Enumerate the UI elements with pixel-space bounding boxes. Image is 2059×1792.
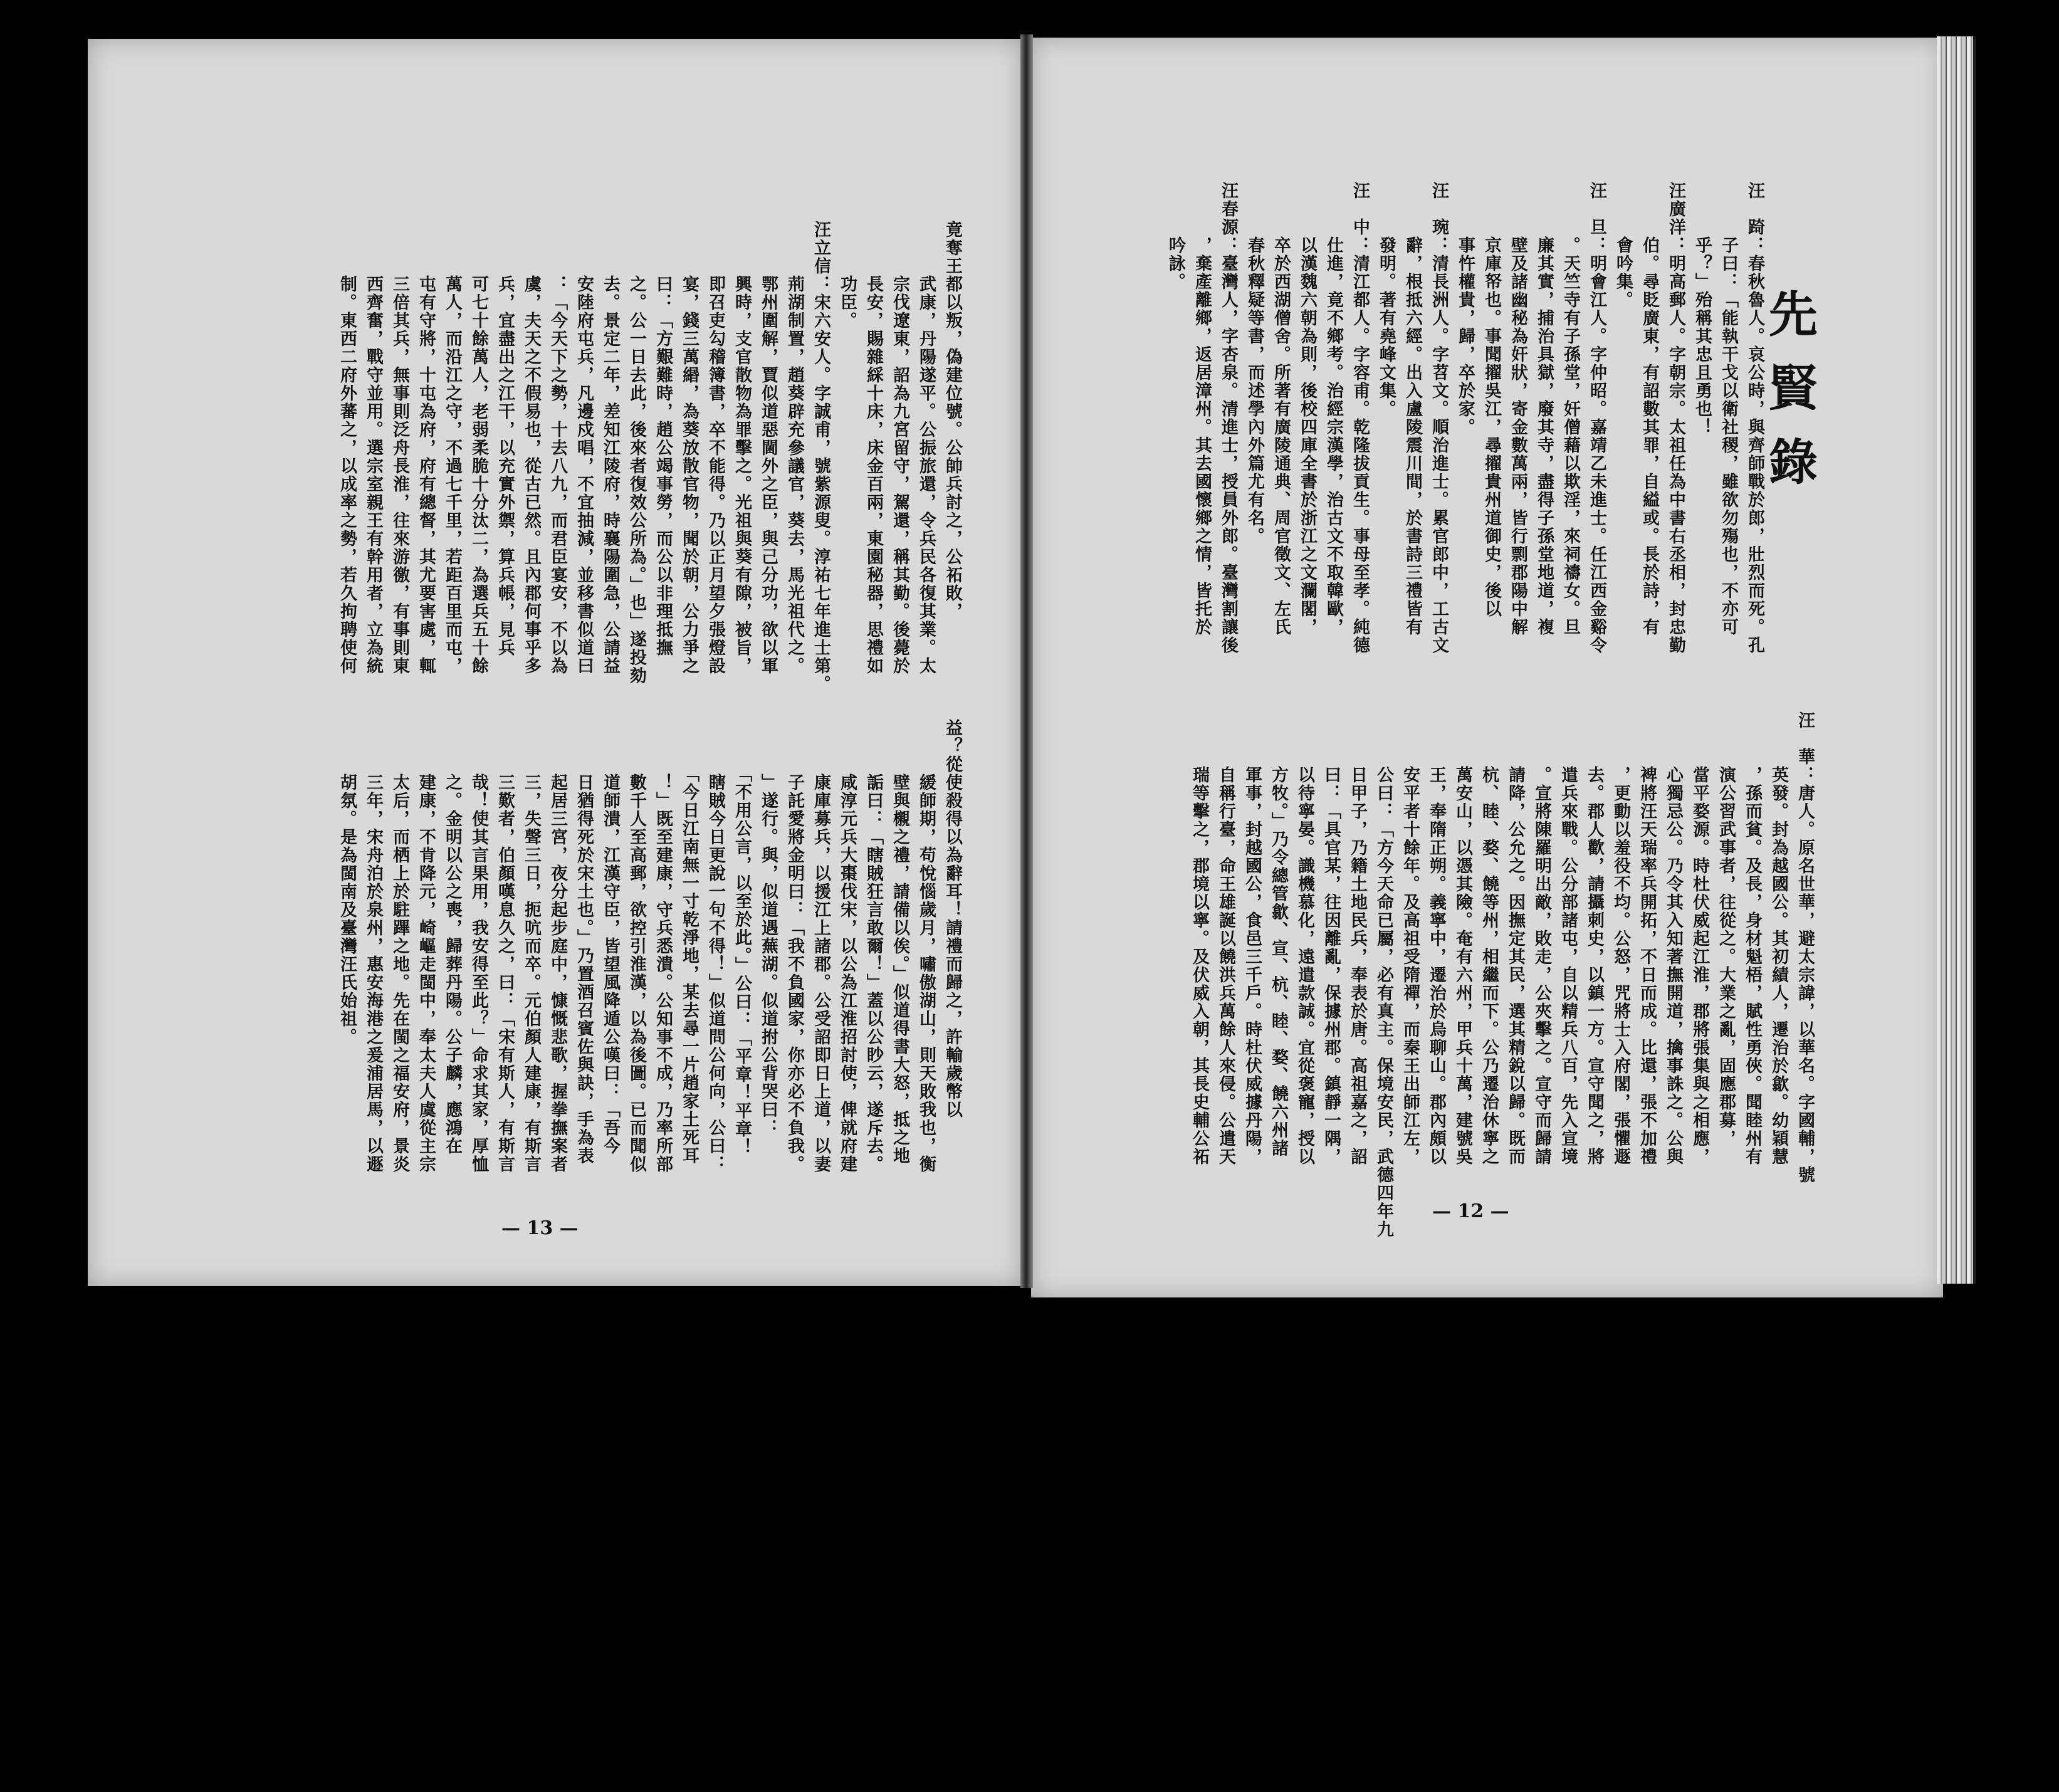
right-page-number: — 12 —	[1432, 1200, 1509, 1222]
right-page-upper-text: 汪 踦：春秋魯人。哀公時，與齊師戰於郎，壯烈而死。孔 子曰：「能執干戈以衛社稷，雖欲勿殤也，不亦可 乎？」殆稱其忠且勇也！ 汪廣洋：明高郵人。字朝宗。太祖任為中書右丞相，封忠勤 伯。尋貶廣東，有詔數其罪，自縊或。長於詩，有 會吟集。 汪 旦：明會江人。字仲昭。嘉靖乙未進士。任江西金谿令 。天竺寺有子孫堂，奸僧藉以欺淫，來祠禱女。旦 廉其實，捕治具獄，廢其寺，盡得子孫堂地道，複 壁及諸幽秘為奸狀，寄金數萬兩，皆行剽郡陽中解 京庫帑也。事聞擢吳江，尋擢貴州道御史，後以 事忤權貴，歸，卒於家。 汪 琬：清長洲人。字苕文。順治進士。累官郎中，工古文 辭，根抵六經。出入盧陵震川間，於書詩三禮皆有 發明。著有堯峰文集。 汪 中：清江都人。字容甫。乾隆拔貢生。事母至孝。純德 仕進，竟不鄉考。治經宗漢學，治古文不取韓歐， 以漢魏六朝為則，後校四庫全書於浙江之文瀾閣， 卒於西湖僧舍。所著有廣陵通典、周官徵文、左氏 春秋釋疑等書，而述學內外篇尤有名。 汪春源：臺灣人，字杏泉。清進士，授員外郎。臺灣割讓後 ，棄產離鄉，返居漳州。其去國懷鄉之情，皆托於 吟詠。	[1166, 182, 1764, 654]
right-page	[1031, 38, 1943, 1297]
left-page-lower-text: 益？從使殺得以為辭耳！請禮而歸之，許輸歲幣以 緩師期，苟悅惱歲月，嘯傲湖山，則天敗我也，衡 壁與櫬之禮，請備以俟。」似道得書大怒，抵之地 詬曰：「瞎賊狂言敢爾！」蓋以公眇云，遂斥去。 咸淳元兵大棗伐宋，以公為江淮招討使，俾就府建 康庫募兵，以援江上諸郡。公受詔即日上道，以妻 子託愛將金明曰：「我不負國家，你亦必不負我。 」遂行。與，似道遇蕪湖。似道拊公背哭曰： 「不用公言，以至於此。」公曰：「平章！平章！ 瞎賊今日更說一句不得！」似道問公何向，公曰： 「今日江南無一寸乾淨地，某去尋一片趙家土死耳 ！」既至建康，守兵悉潰。公知事不成，乃率所部 數千人至高郵，欲控引淮漢，以為後圖。已而聞似 道師潰，江漢守臣，皆望風降遁公嘆曰：「吾今 日猶得死於宋土也。」乃置酒召賓佐與訣，手為表 起居三宮，夜分起步庭中，慷慨悲歌，握拳撫案者 三，失聲三日，扼吭而卒。元伯顏人建康，有斯言 三歎者，伯顏嘆息久之，曰：「宋有斯人，有斯言 哉！使其言果用，我安得至此？」命求其家，厚恤 之。金明以公之喪，歸葬丹陽。公子麟，應鴻在 建康，不肯降元，崎嶇走閩中，奉太夫人虞從主宗 太后，而栖上於駐蹕之地。先在閩之福安府，景炎 三年，宋舟泊於泉州，惠安海港之爰浦居馬，以遯 胡氛。是為閩南及臺灣汪氏始祖。	[337, 719, 962, 1173]
left-page-number: — 13 —	[501, 1217, 579, 1239]
book-gutter	[1020, 34, 1033, 1288]
left-page-upper-text: 竟奪王都以叛，偽建位號。公帥兵討之，公祏敗， 武康，丹陽遂平。公振旅還，令兵民各復其業。太 宗伐遼東，詔為九宮留守，駕還，稱其勤。後薨於 長安，賜雜綵十床，床金百兩，東園秘器，思禮如 功臣。 汪立信：宋六安人。字誠甫，號紫源叟。淳祐七年進士第。 荊湖制置，趙葵辟充參議官，葵去，馬光祖代之。 鄂州圍解，賈似道惡閫外之臣，與己分功，欲以軍 興時，支官散物為罪擊之。光祖與葵有隙，被旨， 即召吏勾稽簿書，卒不能得。乃以正月望夕張燈設 宴，錢三萬緡，為葵放散官物，聞於朝，公力爭之 曰：「方艱難時，趙公竭事勞，而公以非理抵撫 之。公一日去此，後來者復效公所為。」也」遂投劾 去。景定二年，差知江陵府，時襄陽圍急，公請益 安陸府屯兵，凡邊戍唱，不宜抽減，並移書似道曰 ：「今天下之勢，十去八九，而君臣宴安，不以為 虞，夫天之不假易也，從古已然。且內郡何事乎多 兵，宜盡出之江干，以充實外禦，算兵帳，見兵 可七十餘萬人，老弱柔脆十分汰二，為選兵五十餘 萬人，而沿江之守，不過七千里，若距百里而屯， 屯有守將，十屯為府，府有總督，其尤要害處，輒 三倍其兵，無事則泛舟長淮，往來游徼，有事則東 西齊奮，戰守並用。選宗室親王有幹用者，立為統 制。東西二府外蕃之，以成率之勢，若久拘聘使何	[337, 221, 962, 693]
page-title: 先賢錄	[1761, 288, 1818, 510]
page-edges	[1937, 36, 1976, 1284]
right-page-lower-text: 汪 華：唐人。原名世華，避太宗諱，以華名。字國輔，號 英發。封為越國公。其初績人，遷治於歙。幼穎慧 ，孫而貧。及長，身材魁梧，賦性勇俠。聞睦州有 演公習武事者，往從之。大業之亂，固應郡募， 當平婺源。時杜伏威起江淮，郡將張集與之相應， 心獨忌公。乃令其入知著撫開道，擒事誅之。公與 裨將汪天瑞率兵開拓，不日而成。比還，張不加禮 ，更動以羞役不均。公怒，咒將士入府閣，張懼遯 去。郡人歡，請攝刺史，以鎮一方。宣守聞之，將 遣兵來戰。公分部諸屯，自以精兵八百，先入宣境 。宣將陳羅明出敵，敗走，公夾擊之。宣守而歸請 請降，公允之。因撫定其民，選其精銳以歸。既而 杭、睦、婺、饒等州，相繼而下。公乃遷治休寧之 萬安山，以憑其險。奄有六州，甲兵十萬，建號吳 王，奉隋正朔。義寧中，遷治於烏聊山。郡內頗以 安平者十餘年。及高祖受隋禪，而秦王出師江左， 公曰：「方今天命已屬，必有真主。保境安民，武德四年九 日甲子，乃籍土地民兵，奉表於唐。高祖嘉之，詔 曰：「具官某，往因離亂，保據州郡。鎮靜一隅， 以待寧晏。識機慕化，遠遣款誠。宜從褒寵，授以 方牧。」乃令總管歙、宣、杭、睦、婺、饒六州諸 軍事，封越國公，食邑三千戶。時杜伏威據丹陽， 自稱行臺，命王雄誕以饒洪兵萬餘人來侵。公遣天 瑞等擊之，郡境以寧。及伏威入朝，其長史輔公祏	[1190, 711, 1815, 1239]
left-page	[88, 39, 1022, 1286]
open-book	[88, 25, 1943, 1285]
